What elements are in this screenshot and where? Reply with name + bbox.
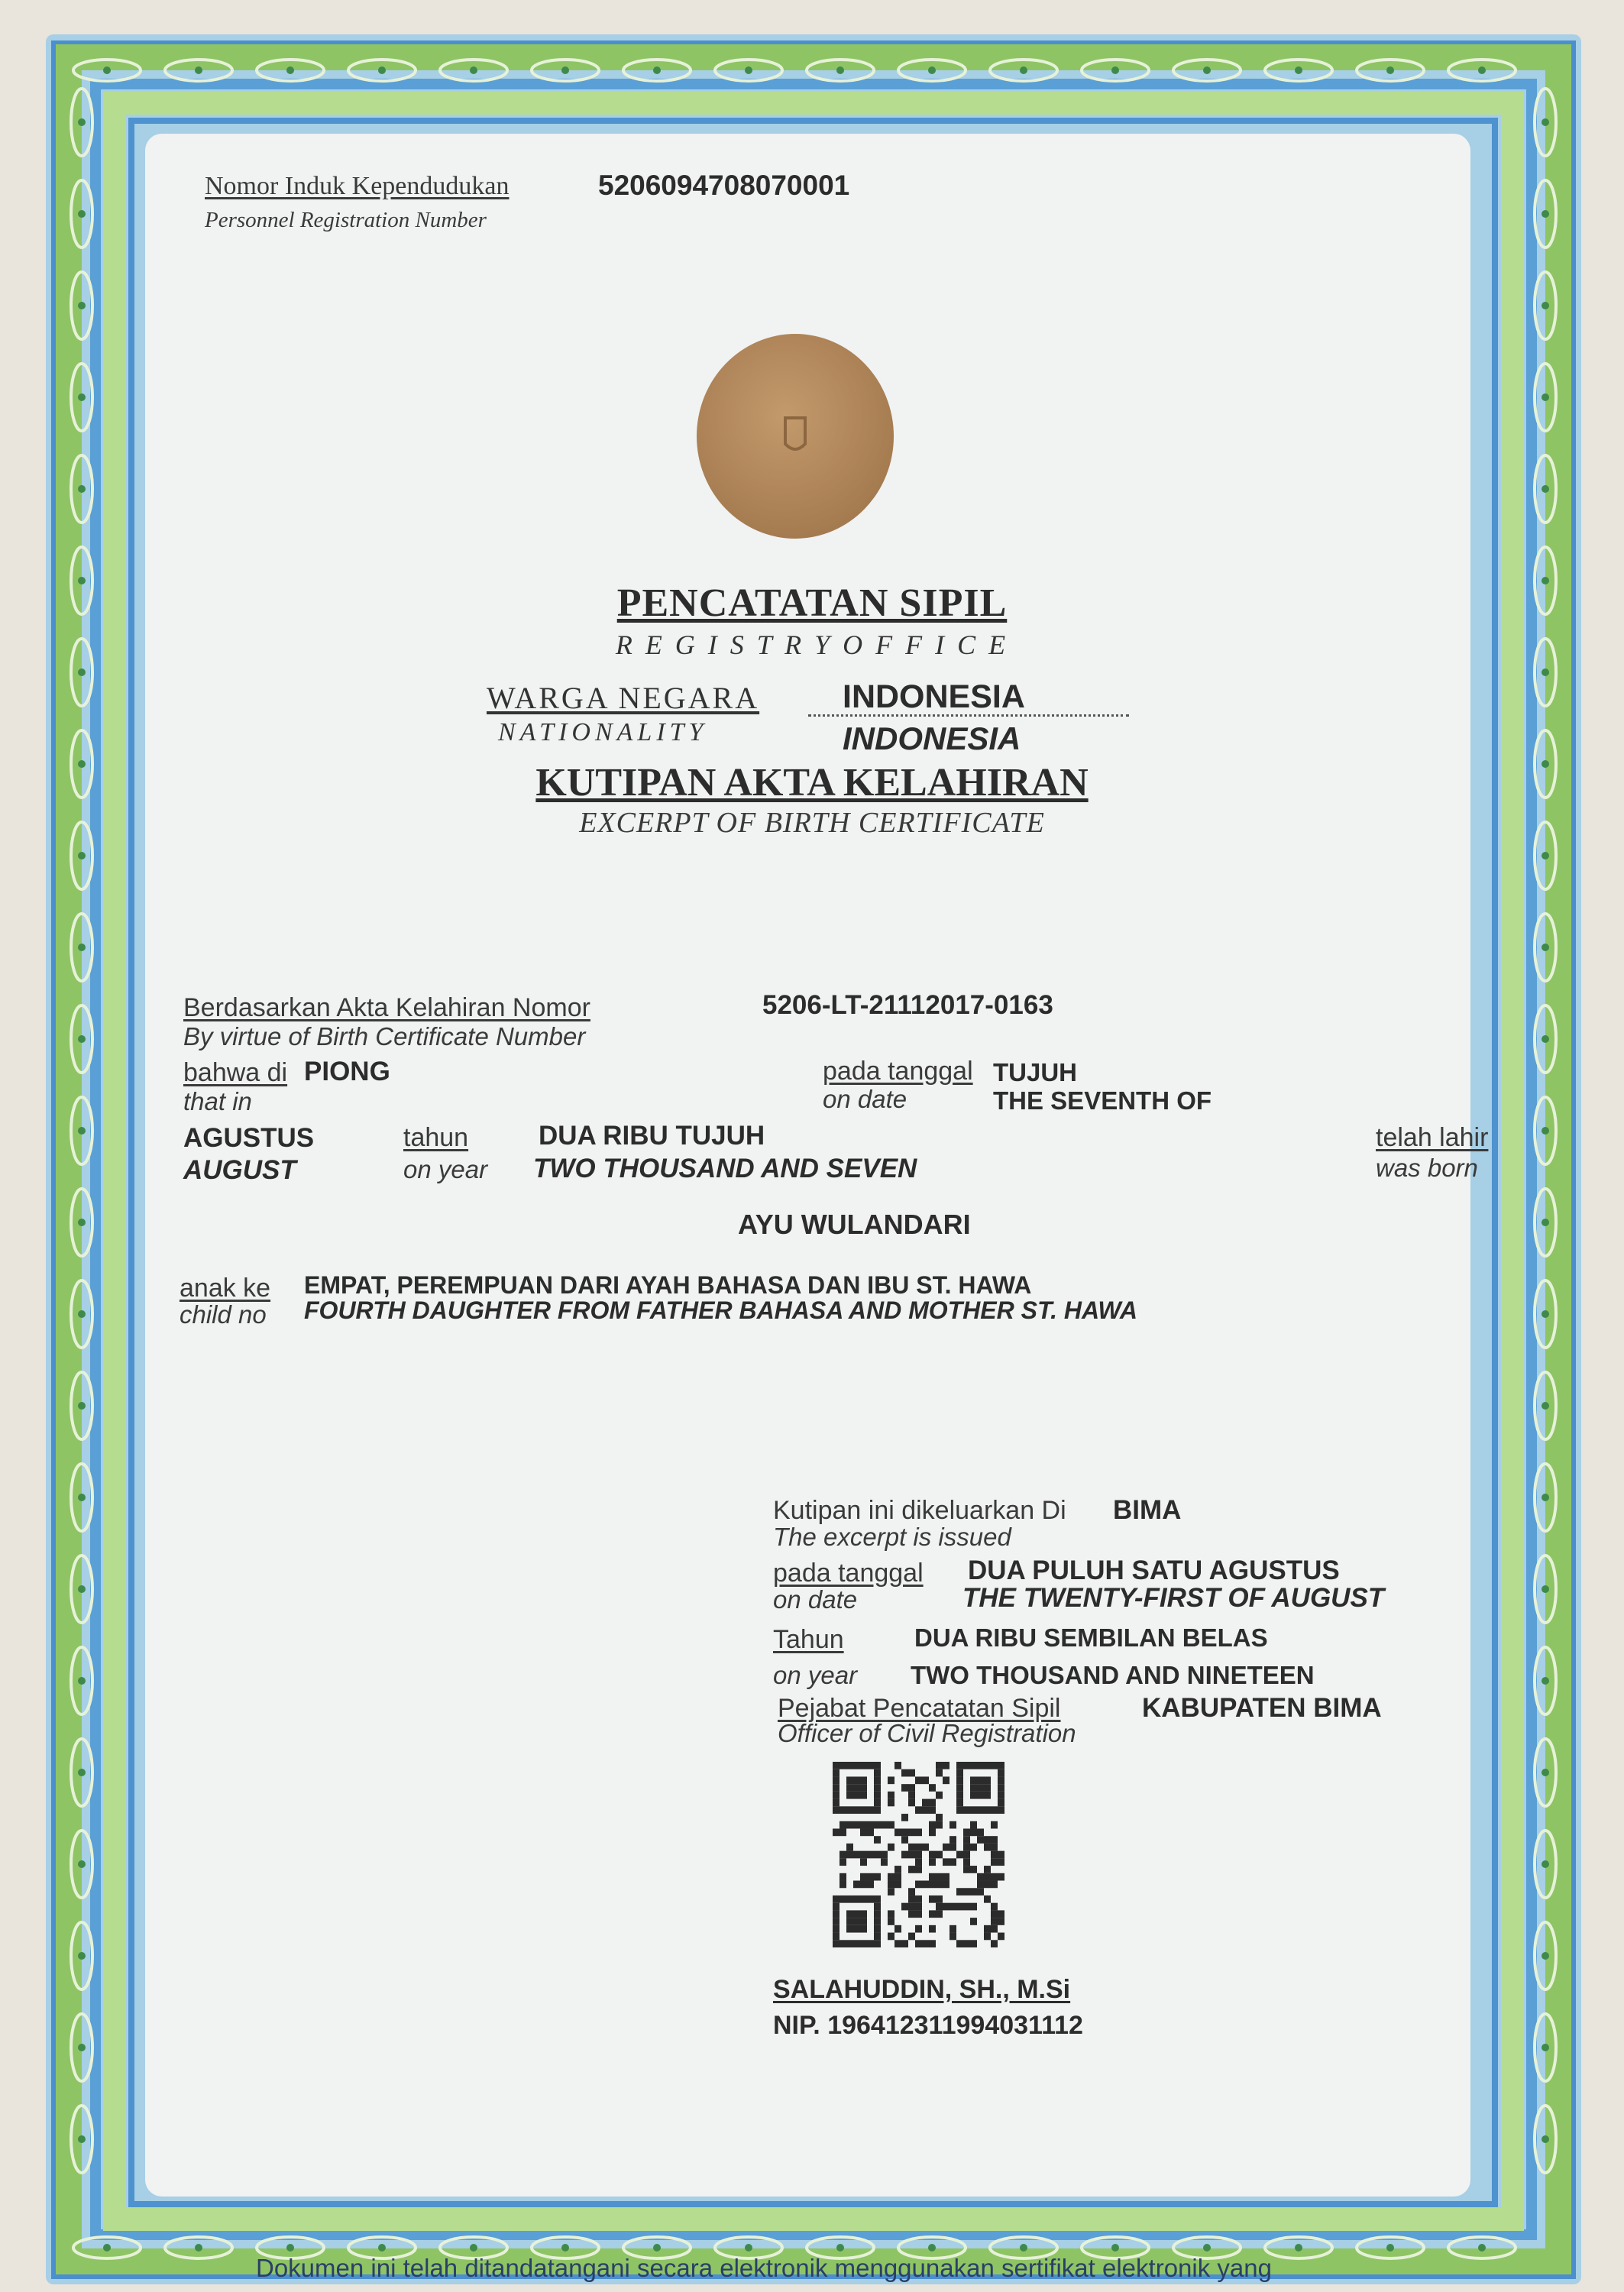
- issue-year-value: DUA RIBU SEMBILAN BELAS: [914, 1624, 1268, 1652]
- footer-note: Dokumen ini telah ditandatangani secara elektronik menggunakan sertifikat elektronik yang: [256, 2254, 1272, 2282]
- nationality-dotted-line: [808, 714, 1129, 717]
- place-label-en: that in: [183, 1087, 252, 1115]
- nationality-value-en: INDONESIA: [843, 720, 1021, 756]
- officer-label: Pejabat Pencatatan Sipil: [778, 1694, 1061, 1723]
- nationality-value: INDONESIA: [843, 678, 1025, 715]
- document-title-en: EXCERPT OF BIRTH CERTIFICATE: [579, 807, 1045, 839]
- document-title: [0, 760, 1624, 805]
- signer-name: SALAHUDDIN, SH., M.Si: [773, 1975, 1071, 2004]
- issue-year-value-en: TWO THOUSAND AND NINETEEN: [911, 1661, 1315, 1689]
- issued-label: Kutipan ini dikeluarkan Di: [773, 1496, 1066, 1525]
- issue-date-label: pada tanggal: [773, 1559, 924, 1588]
- child-order-label: anak ke: [180, 1274, 271, 1303]
- office-title-text: PENCATATAN SIPIL: [616, 581, 1008, 625]
- issue-date-value: DUA PULUH SATU AGUSTUS: [968, 1556, 1340, 1585]
- nationality-label: WARGA NEGARA: [487, 681, 760, 715]
- birth-year-value: DUA RIBU TUJUH: [539, 1121, 765, 1151]
- born-label-en: was born: [1376, 1154, 1478, 1182]
- birth-date-value: TUJUH: [993, 1058, 1078, 1086]
- birth-date-label: pada tanggal: [823, 1057, 973, 1086]
- nik-value: 5206094708070001: [598, 170, 850, 201]
- cert-number-label: Berdasarkan Akta Kelahiran Nomor: [183, 993, 590, 1022]
- birth-year-value-en: TWO THOUSAND AND SEVEN: [533, 1154, 917, 1183]
- cert-number-value: 5206-LT-21112017-0163: [762, 990, 1053, 1020]
- document-title-text: KUTIPAN AKTA KELAHIRAN: [535, 761, 1089, 804]
- qr-code-icon: [833, 1762, 1004, 1951]
- issue-year-label-en: on year: [773, 1661, 858, 1689]
- birth-date-label-en: on date: [823, 1085, 907, 1113]
- issued-place: BIMA: [1113, 1495, 1182, 1525]
- place-label: bahwa di: [183, 1058, 288, 1087]
- birth-month-value: AGUSTUS: [183, 1123, 315, 1153]
- cert-number-label-en: By virtue of Birth Certificate Number: [183, 1022, 586, 1050]
- signer-nip: NIP. 196412311994031112: [773, 2011, 1083, 2040]
- nik-label: Nomor Induk Kependudukan: [205, 172, 510, 200]
- issue-date-label-en: on date: [773, 1585, 858, 1614]
- issue-date-value-en: THE TWENTY-FIRST OF AUGUST: [962, 1583, 1385, 1613]
- officer-label-en: Officer of Civil Registration: [778, 1719, 1076, 1747]
- issue-year-label: Tahun: [773, 1625, 844, 1654]
- officer-region: KABUPATEN BIMA: [1142, 1693, 1382, 1723]
- gold-seal: [695, 332, 895, 544]
- issued-label-en: The excerpt is issued: [773, 1523, 1011, 1551]
- birth-month-value-en: AUGUST: [183, 1155, 296, 1185]
- child-name: AYU WULANDARI: [738, 1209, 971, 1240]
- child-order-value-en: FOURTH DAUGHTER FROM FATHER BAHASA AND MOTHER ST. HAWA: [304, 1297, 1137, 1324]
- child-order-value: EMPAT, PEREMPUAN DARI AYAH BAHASA DAN IBU ST. HAWA: [304, 1271, 1032, 1299]
- nik-label-en: Personnel Registration Number: [205, 208, 487, 232]
- office-title-en: R E G I S T R Y O F F I C E: [615, 630, 1009, 660]
- place-value: PIONG: [304, 1057, 390, 1086]
- born-label: telah lahir: [1376, 1123, 1489, 1152]
- birth-year-label: tahun: [403, 1123, 469, 1152]
- birth-year-label-en: on year: [403, 1155, 488, 1183]
- birth-date-value-en: THE SEVENTH OF: [993, 1086, 1212, 1115]
- office-title: [0, 581, 1624, 626]
- child-order-label-en: child no: [180, 1300, 267, 1329]
- nationality-label-en: NATIONALITY: [498, 718, 708, 746]
